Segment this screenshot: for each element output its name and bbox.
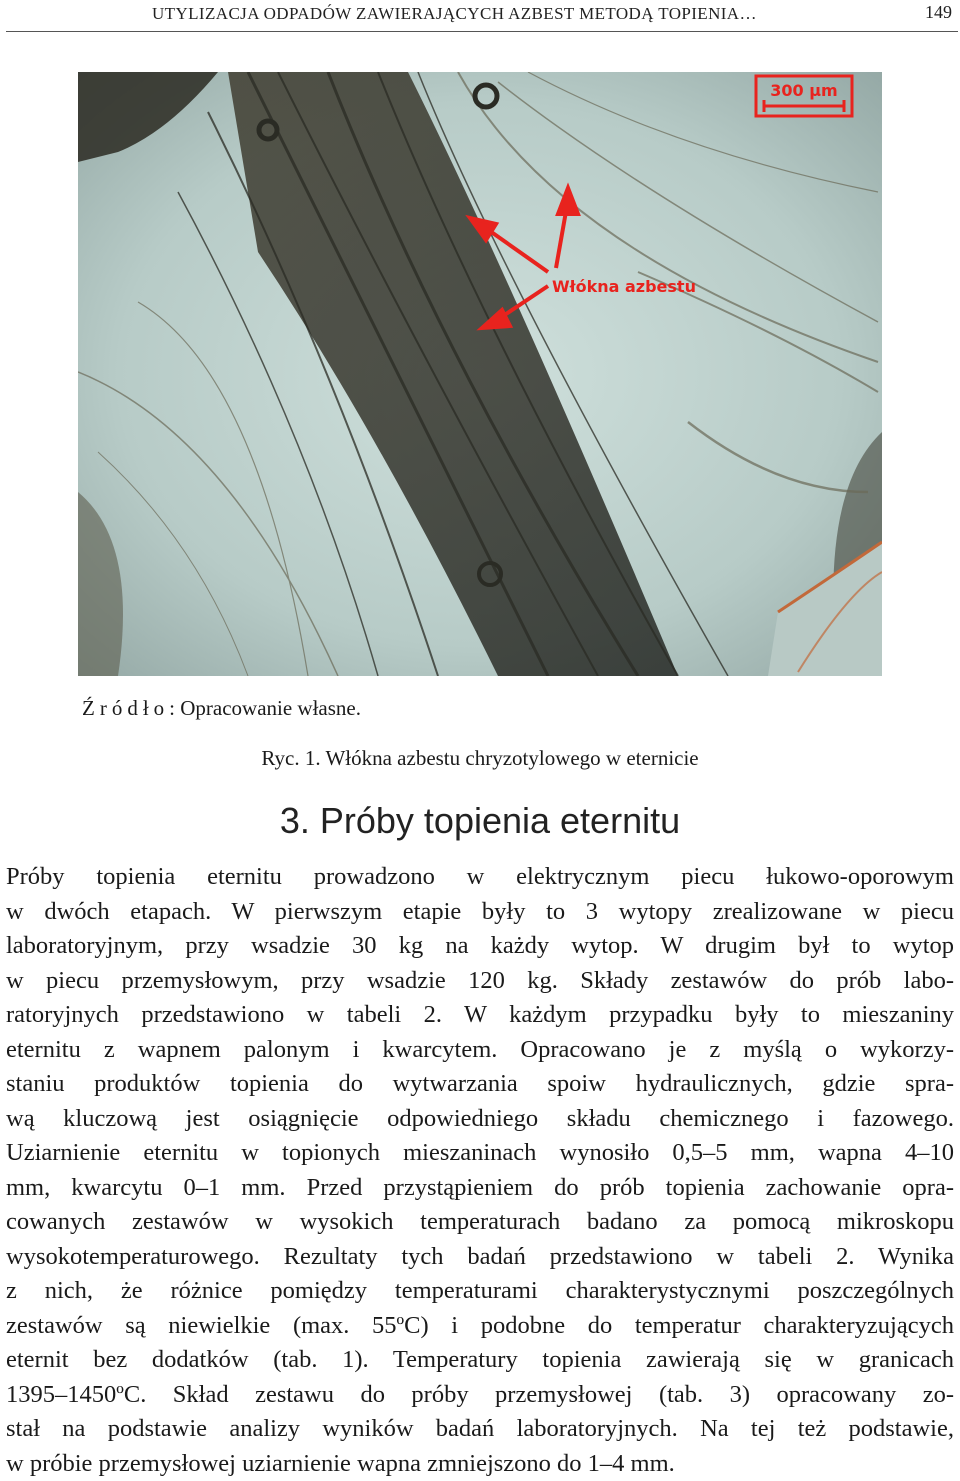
body-line: w próbie przemysłowej uziarnienie wapna zmniejszono do 1–4 mm.: [6, 1449, 675, 1477]
body-line: z nich, że różnice pomiędzy temperaturami charakterystycznymi poszczególnych: [6, 1277, 954, 1304]
header-rule: [6, 31, 958, 32]
section-heading: 3. Próby topienia eternitu: [279, 800, 681, 841]
running-title: UTYLIZACJA ODPADÓW ZAWIERAJĄCYCH AZBEST METODĄ TOPIENIA…: [152, 4, 757, 23]
body-line: w dwóch etapach. W pierwszym etapie były to 3 wytopy zrealizowane w piecu: [6, 897, 954, 925]
body-line: Próby topienia eternitu prowadzono w elektrycznym piecu łukowo-oporowym: [6, 863, 954, 890]
body-line: cowanych zestawów w wysokich temperaturach badano za pomocą mikroskopu: [6, 1208, 954, 1235]
fiber-annotation-label: Włókna azbestu: [552, 277, 696, 296]
body-line: mm, kwarcytu 0–1 mm. Przed przystąpieniem do prób topienia zachowanie opra-: [6, 1173, 954, 1201]
body-line: staniu produktów topienia do wytwarzania spoiw hydraulicznych, gdzie spra-: [6, 1070, 954, 1097]
body-line: stał na podstawie analizy wyników badań laboratoryjnych. Na tej też podstawie,: [6, 1415, 954, 1442]
micrograph-figure: [78, 72, 882, 676]
body-line: wą kluczową jest osiągnięcie odpowiedniego składu chemicznego i fazowego.: [6, 1104, 954, 1132]
body-line: Uziarnienie eternitu w topionych mieszaninach wynosiło 0,5–5 mm, wapna 4–10: [6, 1139, 954, 1166]
body-paragraph: [6, 860, 954, 1481]
source-label: Źródło: [82, 696, 170, 720]
body-line: laboratoryjnym, przy wsadzie 30 kg na każdy wytop. W drugim był to wytop: [6, 932, 954, 959]
micrograph-image: [78, 72, 882, 676]
page-number: 149: [925, 2, 952, 22]
body-line: eternit bez dodatków (tab. 1). Temperatury topienia zawierają się w granicach: [6, 1346, 954, 1373]
running-header: [0, 0, 960, 36]
body-line: eternitu z wapnem palonym i kwarcytem. Opracowano je z myślą o wykorzy-: [6, 1035, 954, 1063]
body-line: ratoryjnych przedstawiono w tabeli 2. W każdym przypadku były to mieszaniny: [6, 1001, 954, 1028]
figure-caption: Ryc. 1. Włókna azbestu chryzotylowego w eternicie: [261, 746, 699, 770]
body-line: w piecu przemysłowym, przy wsadzie 120 kg. Składy zestawów do prób labo-: [6, 966, 954, 994]
scale-bar-label: 300 μm: [770, 81, 838, 100]
body-line: 1395–1450ºC. Skład zestawu do próby przemysłowej (tab. 3) opracowany zo-: [6, 1380, 954, 1408]
body-line: zestawów są niewielkie (max. 55ºC) i podobne do temperatur charakteryzujących: [6, 1311, 954, 1339]
figure-source: [82, 696, 361, 721]
source-text: : Opracowanie własne.: [169, 696, 361, 720]
body-line: wysokotemperaturowego. Rezultaty tych badań przedstawiono w tabeli 2. Wynika: [6, 1242, 954, 1270]
